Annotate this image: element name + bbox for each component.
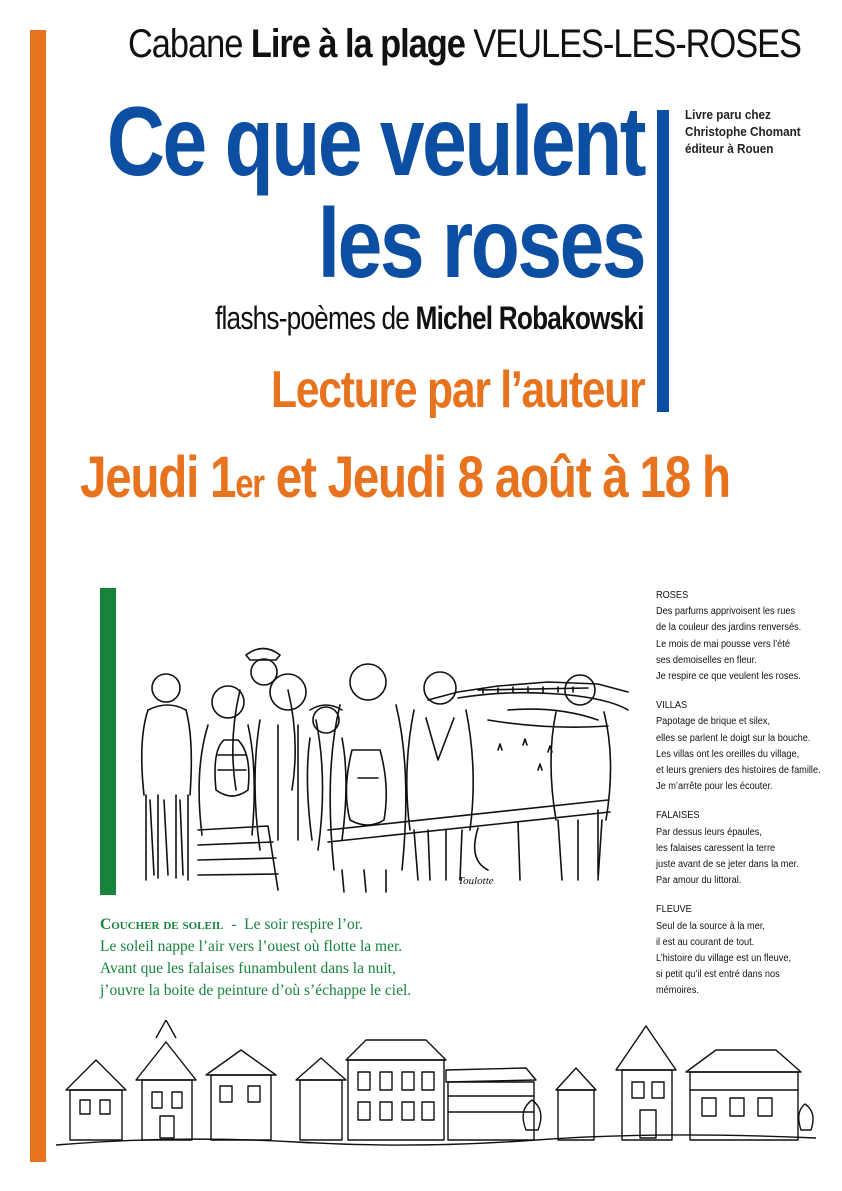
poem-line: juste avant de se jeter dans la mer. [656,859,799,871]
poem-villas [656,698,822,795]
illustration-signature: Toulotte [458,875,494,887]
poem-line: L’histoire du village est un fleuve, [656,953,792,965]
poem-line: les falaises caressent la terre [656,842,776,854]
coucher-text-2: Le soleil nappe l’air vers l’ouest où flotte la mer. [100,938,403,955]
publisher-line-2: Christophe Chomant [685,124,801,139]
poem-line: Je respire ce que veulent les roses. [656,671,801,683]
dates-superscript: er [235,462,264,506]
poem-line: Des parfums apprivoisent les rues [656,606,796,618]
blue-vertical-rule [657,110,669,412]
poem-coucher-de-soleil [100,914,480,1002]
poem-line: Papotage de brique et silex, [656,716,771,728]
poem-line: Je m’arrête pour les écouter. [656,781,773,793]
poster-title [106,86,644,298]
publisher-line-1: Livre paru chez [685,107,771,122]
village-houses-sketch [56,1020,816,1160]
header-line [128,22,801,67]
subtitle [215,300,644,337]
poem-title: FLEUVE [656,904,692,916]
subtitle-prefix: flashs-poèmes de [215,300,410,336]
orange-vertical-rule [30,30,46,1162]
poem-line: ses demoiselles en fleur. [656,654,757,666]
title-line-1: Ce que veulent [106,86,644,196]
lecture-heading: Lecture par l’auteur [270,361,644,419]
header-lire: Lire à la plage [250,22,465,66]
poem-line: de la couleur des jardins renversés. [656,622,802,634]
poem-roses [656,588,822,685]
sketch-illustration [128,630,638,900]
poem-line: elles se parlent le doigt sur la bouche. [656,732,811,744]
coucher-title: Coucher de soleil [100,916,224,933]
poem-title: ROSES [656,590,689,601]
event-dates [80,444,730,511]
poem-title: FALAISES [656,810,700,822]
header-lieu: VEULES-LES-ROSES [473,22,801,66]
green-vertical-rule [100,588,116,895]
poem-line: Le mois de mai pousse vers l’été [656,638,790,650]
coucher-text-4: j’ouvre la boite de peinture d’où s’échappe le ciel. [100,982,412,999]
poem-line: si petit qu’il est entré dans nos mémoires. [656,969,780,997]
poem-line: Par amour du littoral. [656,875,742,887]
coucher-text-1: Le soir respire l’or. [244,916,363,933]
coucher-text-3: Avant que les falaises funambulent dans la nuit, [100,960,396,977]
publisher-note [685,106,801,157]
poems-column [656,588,822,1013]
poem-line: Les villas ont les oreilles du village, [656,748,800,760]
poem-title: VILLAS [656,700,688,712]
poem-line: et leurs greniers des histoires de famille. [656,765,821,777]
coucher-separator: - [223,916,245,933]
poem-falaises [656,808,822,889]
title-line-2: les roses [317,188,644,298]
poem-line: Seul de la source à la mer, [656,920,765,932]
poem-fleuve [656,902,822,999]
poem-line: Par dessus leurs épaules, [656,826,762,838]
dates-part-2: et Jeudi 8 août à 18 h [263,445,730,510]
publisher-line-3: éditeur à Rouen [685,141,774,156]
dates-part-1: Jeudi 1 [80,445,236,510]
poem-line: il est au courant de tout. [656,936,755,948]
header-cabane: Cabane [128,22,243,66]
coucher-line-1 [100,914,480,936]
subtitle-author: Michel Robakowski [415,300,644,336]
